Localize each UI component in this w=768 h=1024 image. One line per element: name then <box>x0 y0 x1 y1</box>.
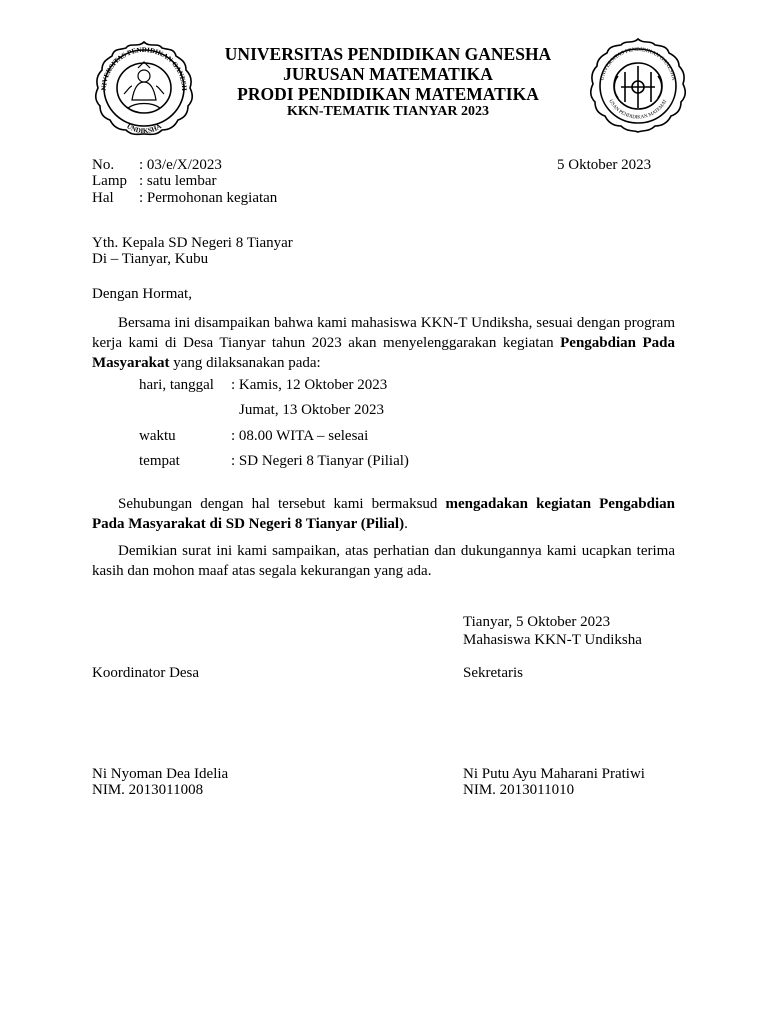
detail-waktu-value: : 08.00 WITA – selesai <box>231 428 369 444</box>
signature-right-role: Sekretaris <box>463 665 523 681</box>
letter-date: 5 Oktober 2023 <box>557 157 652 173</box>
signature-right-name: Ni Putu Ayu Maharani Pratiwi <box>463 766 645 782</box>
meta-no-label: No. <box>92 157 115 173</box>
greeting: Dengan Hormat, <box>92 286 192 302</box>
header-university: UNIVERSITAS PENDIDIKAN GANESHA <box>224 44 552 64</box>
undiksha-logo <box>88 38 200 138</box>
meta-no-value: : 03/e/X/2023 <box>139 157 222 173</box>
logo-right-bottom-text: USAN PENDIDIKAN MATEMAT <box>607 98 669 121</box>
logo-right-top-text: UNIVERSITAS PENDIDIKAN GANESHA <box>599 46 677 81</box>
recipient-line2: Di – Tianyar, Kubu <box>92 251 209 267</box>
detail-tempat-label: tempat <box>139 453 180 469</box>
paragraph-intro-bold: Pengabdian Pada Masyarakat <box>92 335 675 371</box>
paragraph-intro <box>92 313 675 373</box>
jurusan-matematika-logo <box>585 36 691 136</box>
signature-left-nim: NIM. 2013011008 <box>92 782 204 798</box>
logo-left-top-text: NIVERSITAS PENDIDIKAN GANESH <box>99 45 189 91</box>
header-department: JURUSAN MATEMATIKA <box>283 64 493 84</box>
recipient-line1: Yth. Kepala SD Negeri 8 Tianyar <box>92 235 293 251</box>
header-program: PRODI PENDIDIKAN MATEMATIKA <box>237 84 539 104</box>
signature-left-name: Ni Nyoman Dea Idelia <box>92 766 229 782</box>
paragraph-closing: Demikian surat ini kami sampaikan, atas perhatian dan dukungannya kami ucapkan terima kasih dan mohon maaf atas segala kekurangan yang ada. <box>92 543 675 579</box>
paragraph-purpose <box>92 494 675 534</box>
detail-hari-value: : Kamis, 12 Oktober 2023 <box>231 377 388 393</box>
paragraph-purpose-tail: . <box>404 516 408 532</box>
closing-place-date: Tianyar, 5 Oktober 2023 <box>463 614 611 630</box>
header-kkn: KKN-TEMATIK TIANYAR 2023 <box>287 104 489 119</box>
detail-waktu-label: waktu <box>139 428 176 444</box>
closing-org: Mahasiswa KKN-T Undiksha <box>463 632 642 648</box>
paragraph-purpose-bold: mengadakan kegiatan Pengabdian Pada Masyarakat di SD Negeri 8 Tianyar (Pilial) <box>92 496 675 532</box>
signature-right-nim: NIM. 2013011010 <box>463 782 575 798</box>
paragraph-intro-tail: yang dilaksanakan pada: <box>169 355 321 371</box>
signature-left-role: Koordinator Desa <box>92 665 200 681</box>
meta-lamp-value: : satu lembar <box>139 173 217 189</box>
detail-hari-value-2: Jumat, 13 Oktober 2023 <box>239 402 384 418</box>
meta-lamp-label: Lamp <box>92 173 127 189</box>
meta-hal-value: : Permohonan kegiatan <box>139 190 278 206</box>
meta-hal-label: Hal <box>92 190 114 206</box>
paragraph-purpose-text: Sehubungan dengan hal tersebut kami bermaksud <box>118 496 446 512</box>
paragraph-intro-text: Bersama ini disampaikan bahwa kami mahasiswa KKN-T Undiksha, sesuai dengan program kerja kami di Desa Tianyar tahun 2023 akan menyelenggarakan kegiatan <box>92 315 675 351</box>
logo-left-bottom-text: UNDIKSHA <box>125 122 163 136</box>
detail-hari-label: hari, tanggal <box>139 377 214 393</box>
detail-tempat-value: : SD Negeri 8 Tianyar (Pilial) <box>231 453 409 469</box>
